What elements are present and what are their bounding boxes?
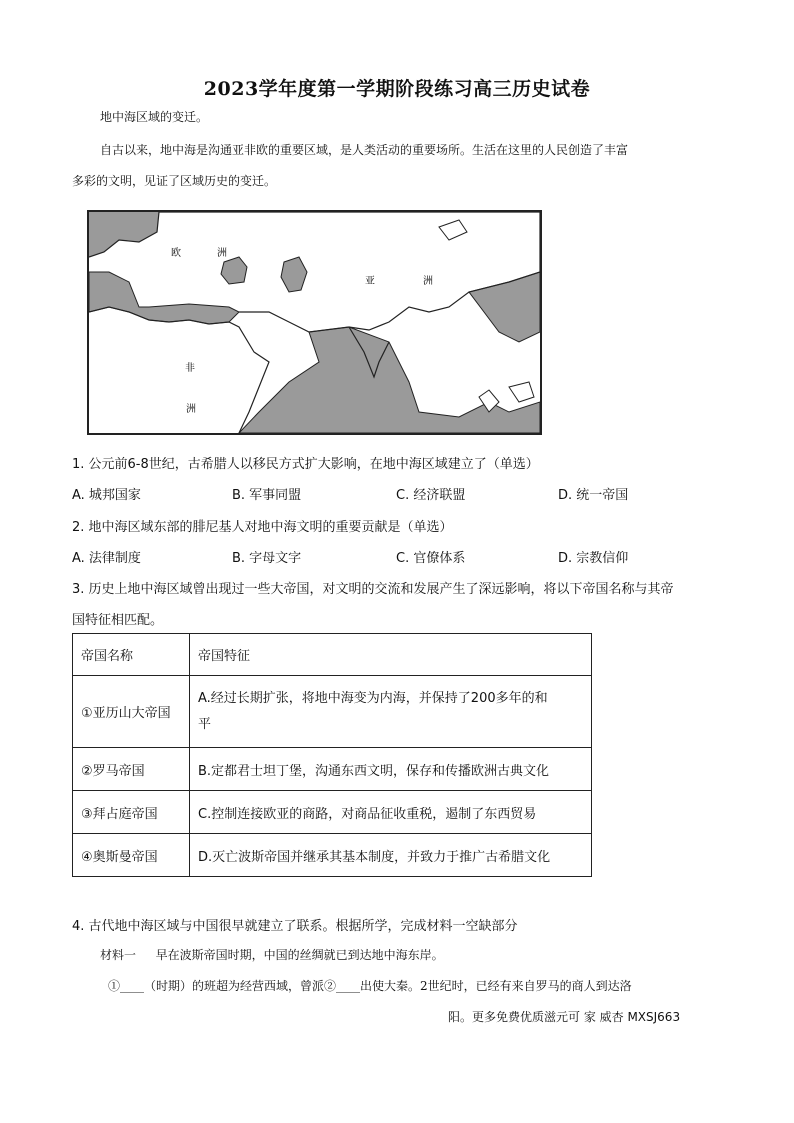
material-label: 材料一 (100, 948, 137, 962)
q1-option-a[interactable]: A. 城邦国家 (72, 488, 141, 503)
material-1 (100, 946, 444, 963)
q1-option-b[interactable]: B. 军事同盟 (232, 488, 302, 503)
q2-option-d[interactable]: D. 宗教信仰 (558, 551, 629, 566)
intro-line-1: 自古以来，地中海是沟通亚非欧的重要区域，是人类活动的重要场所。生活在这里的人民创造了丰富 (100, 143, 629, 157)
table-header-name: 帝国名称 (73, 634, 190, 676)
q2-option-c[interactable]: C. 官僚体系 (396, 551, 466, 566)
empire-name: ②罗马帝国 (73, 748, 190, 791)
intro-line-2: 多彩的文明，见证了区域历史的变迁。 (72, 174, 277, 188)
map-image (87, 210, 542, 435)
material-line-3: 阳。更多免费优质滋元可 家 威杏 MXSJ663 (448, 1010, 681, 1024)
table-row (73, 791, 592, 834)
q2-option-a[interactable]: A. 法律制度 (72, 551, 141, 566)
empire-name: ④奥斯曼帝国 (73, 834, 190, 877)
page-title: 2023学年度第一学期阶段练习高三历史试卷 (203, 78, 591, 100)
table-header-feature: 帝国特征 (190, 634, 592, 676)
q2-option-b[interactable]: B. 字母文字 (232, 551, 302, 566)
table-row (73, 748, 592, 791)
label-africa-1: 非 (185, 363, 195, 374)
material-text: 早在波斯帝国时期，中国的丝绸就已到达地中海东岸。 (155, 948, 444, 962)
q1-option-d[interactable]: D. 统一帝国 (558, 488, 629, 503)
label-europe-2: 洲 (217, 248, 227, 259)
question-4-stem: 4. 古代地中海区域与中国很早就建立了联系。根据所学，完成材料一空缺部分 (72, 919, 518, 934)
empire-feature: D.灭亡波斯帝国并继承其基本制度，并致力于推广古希腊文化 (190, 834, 592, 877)
label-asia-2: 洲 (423, 276, 433, 287)
q1-option-c[interactable]: C. 经济联盟 (396, 488, 466, 503)
question-1-stem: 1. 公元前6-8世纪，古希腊人以移民方式扩大影响，在地中海区域建立了（单选） (72, 457, 539, 472)
table-row (73, 834, 592, 877)
label-africa-2: 洲 (186, 404, 196, 415)
empire-feature-line: A.经过长期扩张，将地中海变为内海，并保持了200多年的和 (198, 690, 548, 706)
empire-feature (190, 676, 592, 748)
empire-name: ①亚历山大帝国 (73, 676, 190, 748)
empire-feature: C.控制连接欧亚的商路，对商品征收重税，遏制了东西贸易 (190, 791, 592, 834)
question-3-stem-1: 3. 历史上地中海区域曾出现过一些大帝国，对文明的交流和发展产生了深远影响，将以下帝国名称与其帝 (72, 582, 674, 597)
label-europe-1: 欧 (171, 248, 181, 259)
empire-name: ③拜占庭帝国 (73, 791, 190, 834)
material-line-2: ①____（时期）的班超为经营西域，曾派②____出使大秦。2世纪时，已经有来自罗马的商人到达洛 (108, 979, 632, 993)
empire-feature: B.定都君士坦丁堡，沟通东西文明，保存和传播欧洲古典文化 (190, 748, 592, 791)
question-2-stem: 2. 地中海区域东部的腓尼基人对地中海文明的重要贡献是（单选） (72, 520, 453, 535)
table-row (73, 676, 592, 748)
section-heading: 地中海区域的变迁。 (100, 110, 209, 124)
map-drawing (89, 212, 540, 433)
question-3-stem-2: 国特征相匹配。 (72, 613, 164, 628)
label-asia-1: 亚 (365, 276, 375, 287)
empire-feature-line: 平 (198, 716, 212, 732)
table-header-row (73, 634, 592, 676)
empire-table (72, 633, 592, 877)
